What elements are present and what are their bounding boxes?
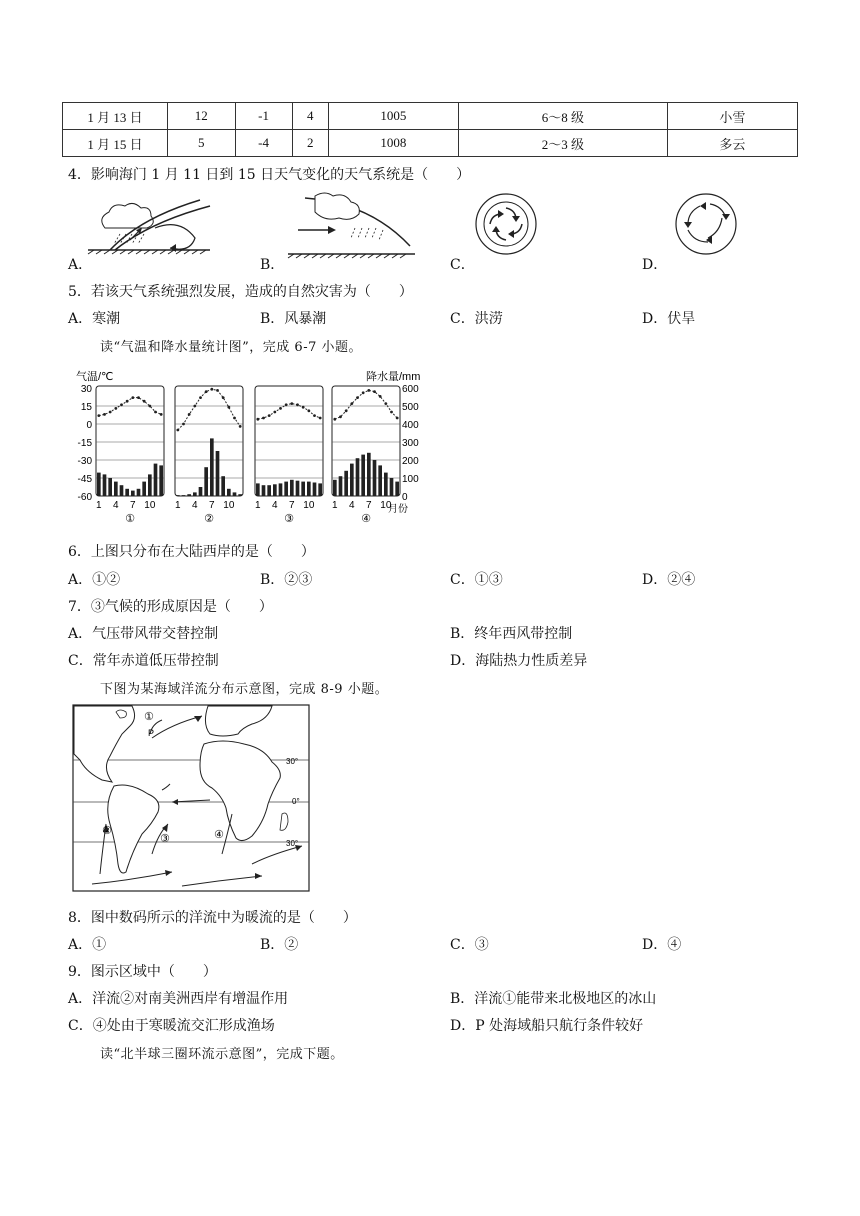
temp-tick-label: -45 (77, 474, 92, 485)
precip-bar (333, 480, 337, 496)
intro-6-7: 读“气温和降水量统计图”，完成 6-7 小题。 (100, 340, 362, 355)
q4-option-c: C． (450, 257, 475, 273)
precip-bar (216, 451, 220, 496)
climate-panel-frame (255, 386, 323, 496)
temperature-point (120, 403, 123, 406)
precip-bar (350, 464, 354, 496)
month-tick-label: 1 (96, 500, 102, 511)
current-label-1: ① (144, 711, 154, 723)
q5-option-b: B．风暴潮 (260, 311, 327, 327)
month-tick-label: 10 (303, 500, 315, 511)
precip-bar (367, 453, 371, 496)
lat-label-30n: 30° (286, 757, 299, 766)
q9-option-b: B．洋流①能带来北极地区的冰山 (450, 991, 657, 1007)
panel-label: ② (204, 513, 214, 525)
precip-bar (120, 485, 124, 496)
precip-bar (384, 473, 388, 496)
table-row (63, 103, 798, 130)
temperature-point (239, 425, 242, 428)
precip-tick-label: 400 (402, 420, 419, 431)
temperature-point (103, 413, 106, 416)
temperature-point (279, 407, 282, 410)
precip-tick-label: 500 (402, 402, 419, 413)
q4-option-b: B． (260, 257, 285, 273)
temperature-point (285, 403, 288, 406)
temperature-point (216, 389, 219, 392)
intro-8-9: 下图为某海域洋流分布示意图，完成 8-9 小题。 (100, 682, 389, 697)
month-tick-label: 7 (289, 500, 295, 511)
precip-bar (395, 482, 399, 496)
question-4-stem: 4．影响海门 1 月 11 日到 15 日天气变化的天气系统是（ ） (68, 167, 471, 183)
temperature-point (396, 417, 399, 420)
precip-bar (262, 485, 266, 496)
q6-option-d: D．②④ (642, 572, 696, 588)
question-7-stem: 7．③气候的形成原因是（ ） (68, 599, 273, 615)
precip-bar (267, 485, 271, 496)
question-9-stem: 9．图示区域中（ ） (68, 964, 217, 980)
diagram-a-cold-front (88, 200, 210, 254)
panel-label: ④ (361, 513, 371, 525)
precip-bar (296, 481, 300, 496)
q4-option-d: D． (642, 257, 668, 273)
precip-bar (187, 494, 191, 496)
temp-tick-label: 15 (80, 402, 92, 413)
temperature-point (137, 396, 140, 399)
temp-tick-label: 0 (86, 420, 92, 431)
temp-tick-label: -60 (77, 492, 92, 503)
question-8-stem: 8．图中数码所示的洋流中为暖流的是（ ） (68, 910, 357, 926)
q6-option-c: C．①③ (450, 572, 503, 588)
precip-bar (227, 489, 231, 496)
temperature-point (296, 403, 299, 406)
precip-bar (313, 483, 317, 497)
temperature-point (205, 390, 208, 393)
precip-bar (193, 492, 197, 496)
intro-next: 读“北半球三圈环流示意图”，完成下题。 (100, 1047, 344, 1062)
precip-bar (182, 495, 186, 496)
temperature-point (373, 390, 376, 393)
q5-option-c: C．洪涝 (450, 311, 503, 327)
month-tick-label: 4 (272, 500, 278, 511)
climate-panel-frame (175, 386, 243, 496)
temperature-point (210, 388, 213, 391)
q6-option-b: B．②③ (260, 572, 313, 588)
table-cell: 6～8 级 (459, 103, 668, 130)
temperature-point (356, 396, 359, 399)
month-tick-label: 10 (144, 500, 156, 511)
precip-bar (131, 491, 135, 496)
current-label-3: ③ (160, 833, 170, 845)
precip-bar (284, 482, 288, 496)
current-label-2: ② (102, 825, 112, 837)
precip-tick-label: 200 (402, 456, 419, 467)
table-cell: 4 (292, 103, 328, 130)
precip-bar (159, 465, 163, 496)
diagram-c-cyclone (476, 194, 536, 254)
q6-option-a: A．①② (68, 572, 121, 588)
temp-tick-label: 30 (80, 384, 92, 395)
q8-option-d: D．④ (642, 937, 682, 953)
precip-bar (238, 494, 242, 496)
precip-bar (373, 460, 377, 496)
temperature-point (97, 414, 100, 417)
precip-bar (142, 482, 146, 496)
question-6-stem: 6．上图只分布在大陆西岸的是（ ） (68, 544, 315, 560)
q9-option-d: D．P 处海域船只航行条件较好 (450, 1018, 644, 1034)
temperature-point (379, 395, 382, 398)
q9-option-a: A．洋流②对南美洲西岸有增温作用 (68, 991, 289, 1007)
precip-bar (301, 482, 305, 496)
table-cell: 2 (292, 130, 328, 157)
month-tick-label: 4 (192, 500, 198, 511)
temperature-point (182, 423, 185, 426)
q7-option-c: C．常年赤道低压带控制 (68, 653, 219, 669)
precip-bar (307, 482, 311, 496)
precip-bar (148, 474, 152, 496)
left-axis-title: 气温/℃ (76, 371, 114, 383)
temperature-line (335, 390, 397, 419)
temperature-point (367, 389, 370, 392)
table-cell: -4 (235, 130, 292, 157)
temperature-point (302, 406, 305, 409)
table-cell: 2～3 级 (459, 130, 668, 157)
q5-option-d: D．伏旱 (642, 311, 696, 327)
temp-tick-label: -15 (77, 438, 92, 449)
precip-tick-label: 600 (402, 384, 419, 395)
precip-bar (137, 489, 141, 496)
temperature-point (222, 396, 225, 399)
q8-option-a: A．① (68, 937, 107, 953)
temperature-point (319, 417, 322, 420)
precip-bar (279, 483, 283, 496)
temperature-point (131, 396, 134, 399)
temperature-point (193, 405, 196, 408)
panel-label: ③ (284, 513, 294, 525)
month-tick-label: 1 (255, 500, 261, 511)
month-tick-label: 10 (223, 500, 235, 511)
table-cell: 12 (168, 103, 236, 130)
lat-label-30s: 30° (286, 839, 299, 848)
precip-bar (114, 482, 118, 496)
diagram-d-anticyclone (676, 194, 736, 254)
table-cell: 5 (168, 130, 236, 157)
temperature-point (350, 402, 353, 405)
q7-option-d: D．海陆热力性质差异 (450, 653, 588, 669)
precip-bar (339, 476, 343, 496)
temperature-point (154, 411, 157, 414)
month-tick-label: 7 (130, 500, 136, 511)
precip-bar (344, 471, 348, 496)
q9-option-c: C．④处由于寒暖流交汇形成渔场 (68, 1018, 275, 1034)
ocean-current-map (72, 704, 312, 894)
precip-bar (210, 438, 214, 496)
temperature-point (109, 411, 112, 414)
temperature-point (333, 418, 336, 421)
q5-option-a: A．寒潮 (68, 311, 121, 327)
precip-bar (199, 487, 203, 496)
weather-table (62, 102, 798, 157)
q7-option-a: A．气压带风带交替控制 (68, 626, 219, 642)
table-cell: 小雪 (667, 103, 797, 130)
q4-option-a: A． (68, 257, 93, 273)
month-tick-label: 1 (332, 500, 338, 511)
lat-label-0: 0° (292, 797, 300, 806)
temperature-point (362, 391, 365, 394)
temperature-point (148, 405, 151, 408)
diagram-b-warm-front (288, 193, 415, 258)
temperature-point (307, 409, 310, 412)
precip-bar (256, 483, 260, 496)
temperature-point (256, 418, 259, 421)
month-tick-label: 7 (366, 500, 372, 511)
precip-tick-label: 300 (402, 438, 419, 449)
table-cell: 1008 (328, 130, 458, 157)
temperature-point (262, 417, 265, 420)
current-label-4: ④ (214, 829, 224, 841)
temperature-point (143, 400, 146, 403)
temperature-point (160, 413, 163, 416)
point-p-label: P (148, 728, 155, 738)
temperature-point (290, 402, 293, 405)
temperature-point (227, 406, 230, 409)
month-unit-label: 月份 (388, 504, 408, 515)
right-axis-title: 降水量/mm (366, 371, 421, 383)
temperature-point (199, 396, 202, 399)
temperature-point (339, 415, 342, 418)
precip-bar (390, 478, 394, 496)
precip-bar (318, 483, 322, 496)
precip-bar (221, 476, 225, 496)
weather-system-diagrams (60, 188, 820, 268)
precip-bar (378, 465, 382, 496)
panel-label: ① (125, 513, 135, 525)
table-cell: 1 月 15 日 (63, 130, 168, 157)
month-tick-label: 4 (113, 500, 119, 511)
temperature-point (176, 429, 179, 432)
question-5-stem: 5．若该天气系统强烈发展，造成的自然灾害为（ ） (68, 284, 413, 300)
temperature-line (99, 398, 161, 416)
q8-option-b: B．② (260, 937, 299, 953)
precip-bar (233, 492, 237, 496)
table-cell: -1 (235, 103, 292, 130)
precip-bar (361, 455, 365, 496)
precip-bar (204, 467, 208, 496)
month-tick-label: 7 (209, 500, 215, 511)
temperature-point (273, 411, 276, 414)
precip-bar (154, 464, 158, 496)
table-cell: 1005 (328, 103, 458, 130)
temperature-point (126, 400, 129, 403)
precip-bar (273, 484, 277, 496)
temp-tick-label: -30 (77, 456, 92, 467)
table-cell: 1 月 13 日 (63, 103, 168, 130)
month-tick-label: 1 (175, 500, 181, 511)
temperature-point (268, 414, 271, 417)
month-tick-label: 10 (380, 500, 392, 511)
precip-bar (356, 458, 360, 496)
q7-option-b: B．终年西风带控制 (450, 626, 573, 642)
precip-bar (103, 474, 107, 496)
temperature-point (233, 417, 236, 420)
precip-bar (176, 495, 180, 496)
temperature-point (384, 402, 387, 405)
month-tick-label: 4 (349, 500, 355, 511)
precip-bar (290, 480, 294, 496)
precip-bar (97, 473, 101, 496)
q8-option-c: C．③ (450, 937, 489, 953)
table-row (63, 130, 798, 157)
temperature-point (188, 413, 191, 416)
table-cell: 多云 (667, 130, 797, 157)
temperature-point (114, 407, 117, 410)
temperature-point (390, 411, 393, 414)
precip-tick-label: 0 (402, 492, 408, 503)
precip-tick-label: 100 (402, 474, 419, 485)
precip-bar (108, 478, 112, 496)
temperature-point (313, 414, 316, 417)
precip-bar (125, 489, 129, 496)
temperature-point (345, 409, 348, 412)
climate-chart (62, 366, 432, 528)
